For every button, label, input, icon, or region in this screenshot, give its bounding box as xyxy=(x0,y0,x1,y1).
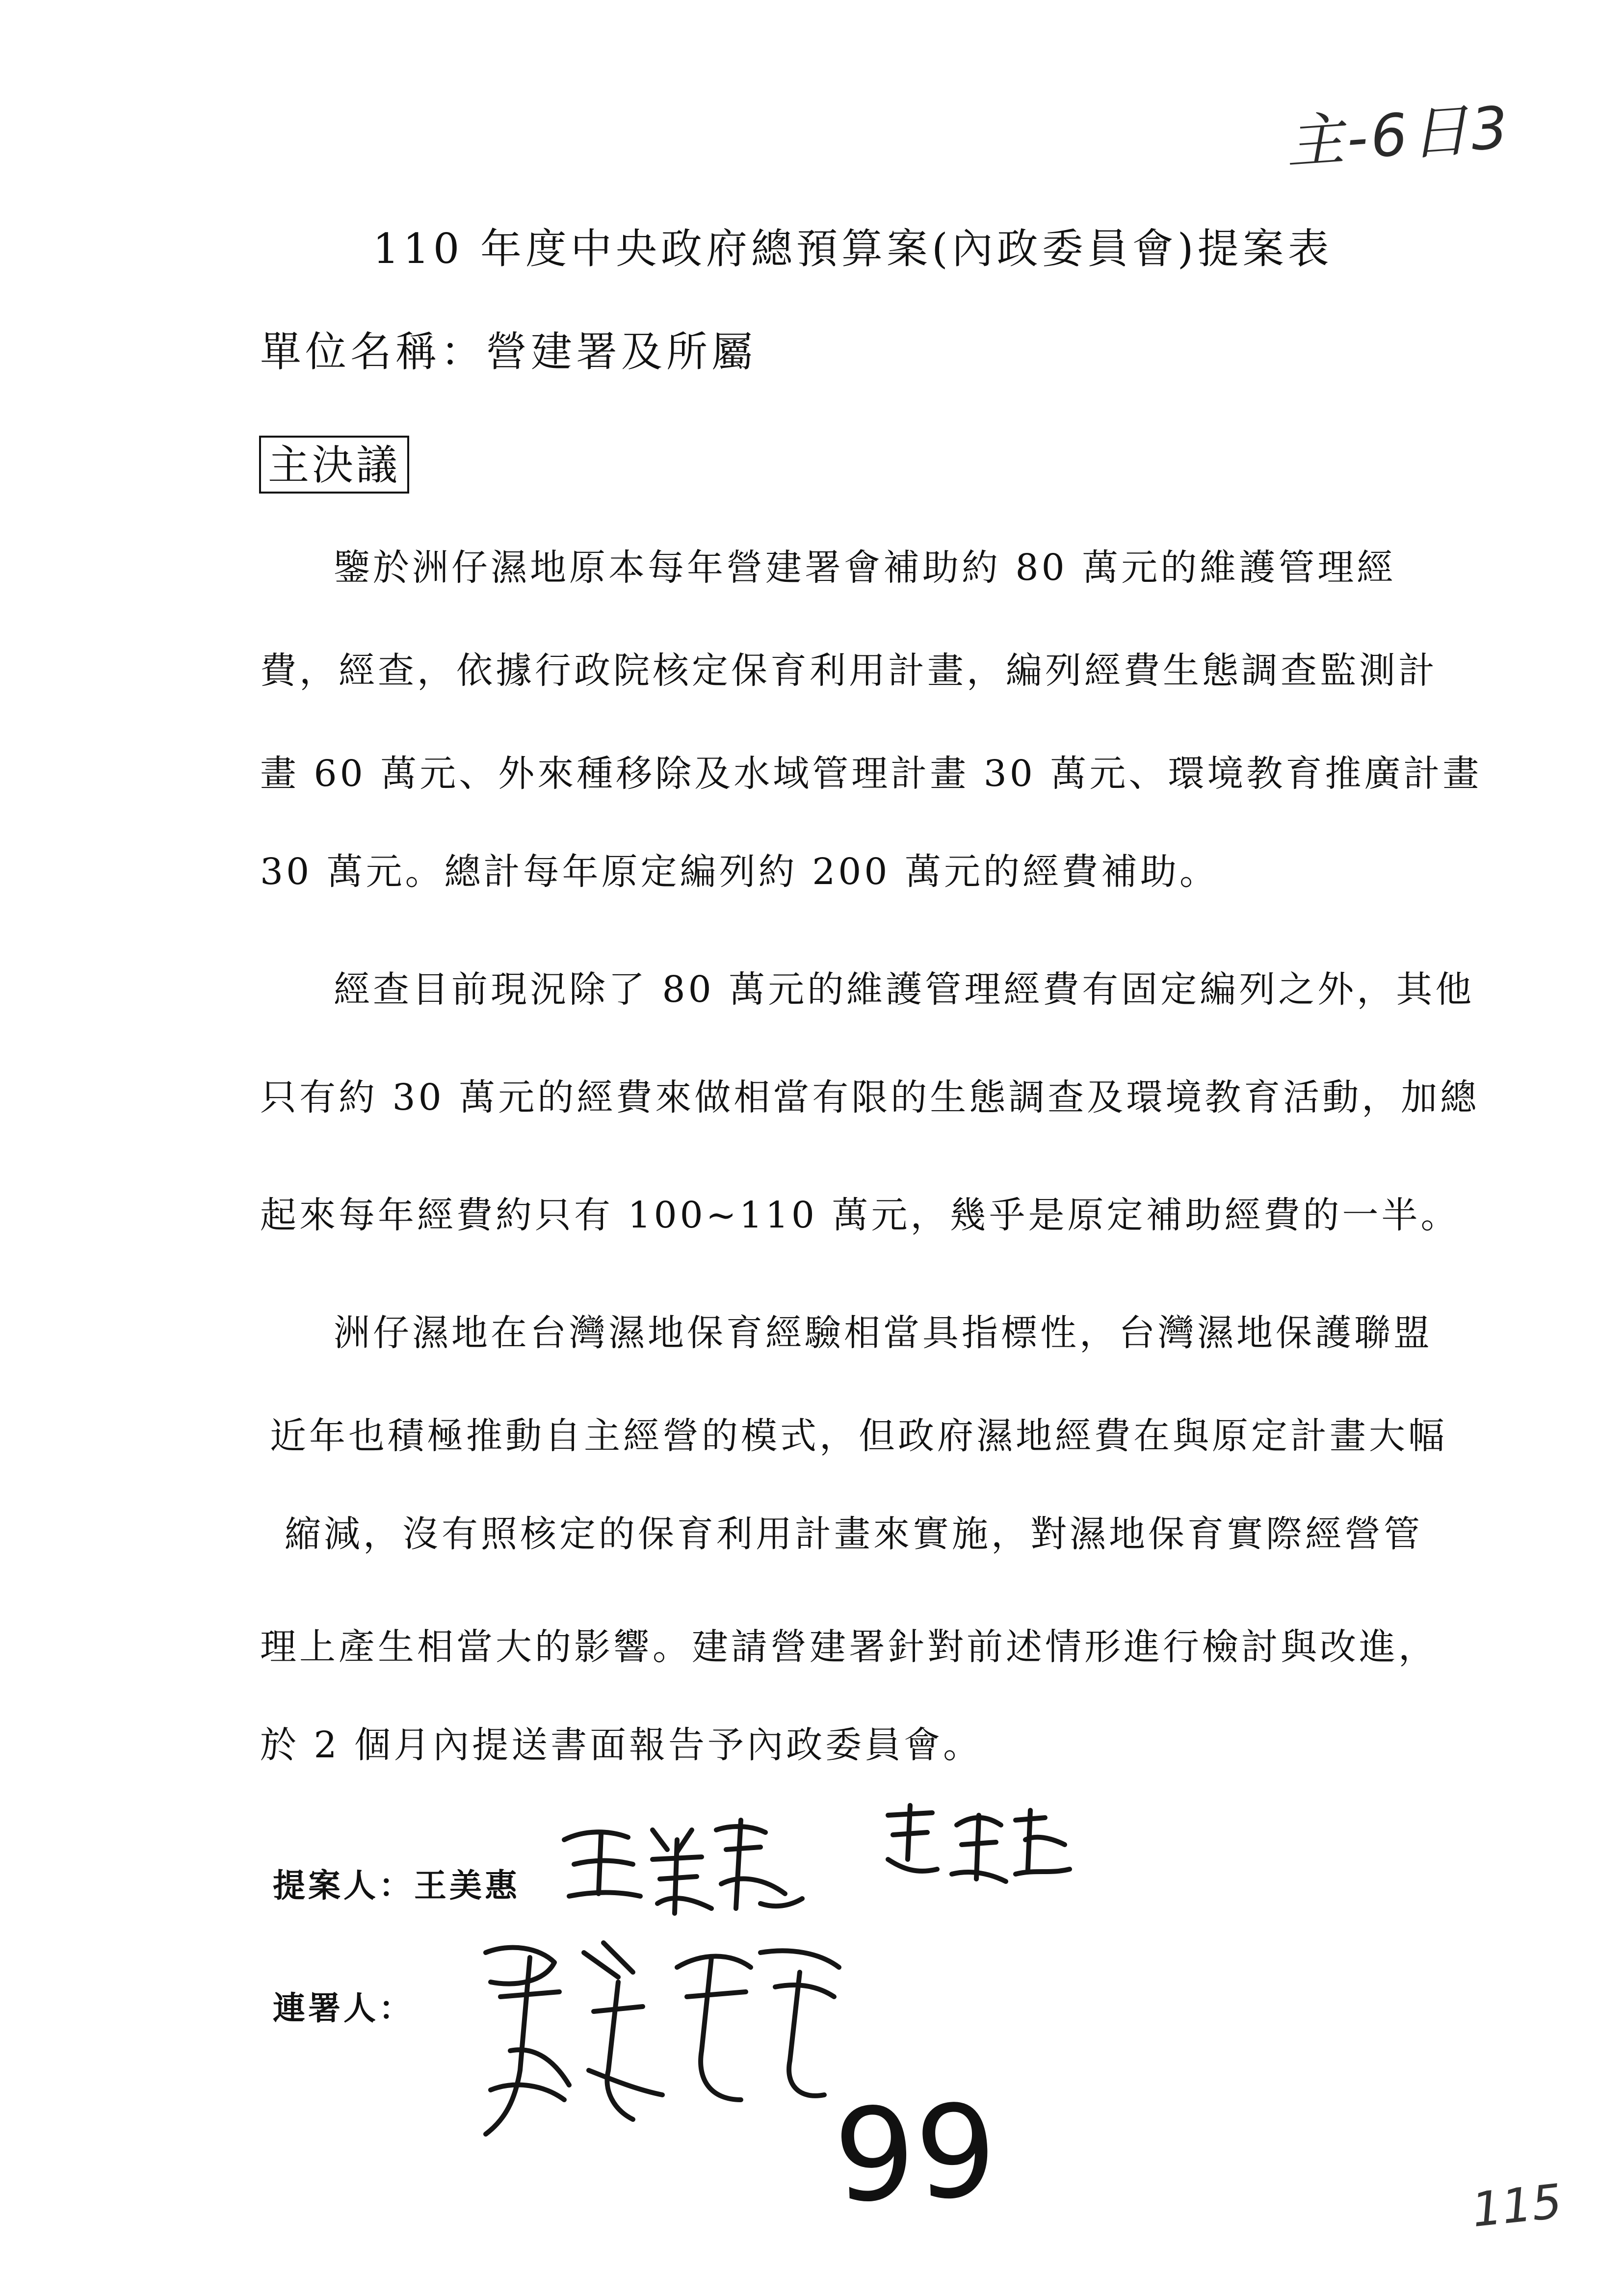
paragraph-1-line-2: 費，經查，依據行政院核定保育利用計畫，編列經費生態調查監測計 xyxy=(260,650,1438,692)
paragraph-1-line-4: 30 萬元。總計每年原定編列約 200 萬元的經費補助。 xyxy=(260,851,1219,893)
handwritten-corner-mark: 主-6日3 xyxy=(1283,93,1513,177)
section-label-main-resolution: 主決議 xyxy=(259,436,409,494)
paragraph-1-line-3: 畫 60 萬元、外來種移除及水域管理計畫 30 萬元、環境教育推廣計畫 xyxy=(260,753,1482,795)
paragraph-3-line-4: 理上產生相當大的影響。建請營建署針對前述情形進行檢討與改進， xyxy=(260,1626,1438,1668)
document-title: 110 年度中央政府總預算案(內政委員會)提案表 xyxy=(373,225,1333,273)
paragraph-3-line-1: 洲仔濕地在台灣濕地保育經驗相當具指標性，台灣濕地保護聯盟 xyxy=(334,1312,1433,1354)
paragraph-3-line-5: 於 2 個月內提送書面報告予內政委員會。 xyxy=(260,1724,983,1766)
paragraph-3-line-3: 縮減，沒有照核定的保育利用計畫來實施，對濕地保育實際經營管 xyxy=(285,1513,1423,1555)
paragraph-2-line-2: 只有約 30 萬元的經費來做相當有限的生態調查及環境教育活動，加總 xyxy=(260,1076,1480,1119)
paragraph-3-line-2: 近年也積極推動自主經營的模式，但政府濕地經費在與原定計畫大幅 xyxy=(270,1415,1447,1457)
paragraph-2-line-1: 經查目前現況除了 80 萬元的維護管理經費有固定編列之外，其他 xyxy=(334,968,1475,1011)
second-signature-image xyxy=(878,1796,1074,1894)
handwritten-page-number: 99 xyxy=(831,2077,999,2231)
cosigner-signature-image xyxy=(456,1923,849,2149)
paragraph-1-line-1: 鑒於洲仔濕地原本每年營建署會補助約 80 萬元的維護管理經 xyxy=(334,547,1396,589)
proposer-label: 提案人：王美惠 xyxy=(273,1867,520,1905)
unit-name: 單位名稱：營建署及所屬 xyxy=(260,328,757,376)
proposer-signature-image xyxy=(554,1810,810,1923)
paragraph-2-line-3: 起來每年經費約只有 100~110 萬元，幾乎是原定補助經費的一半。 xyxy=(260,1194,1460,1236)
cosigner-label: 連署人： xyxy=(273,1989,414,2027)
corner-page-number: 115 xyxy=(1469,2173,1565,2238)
